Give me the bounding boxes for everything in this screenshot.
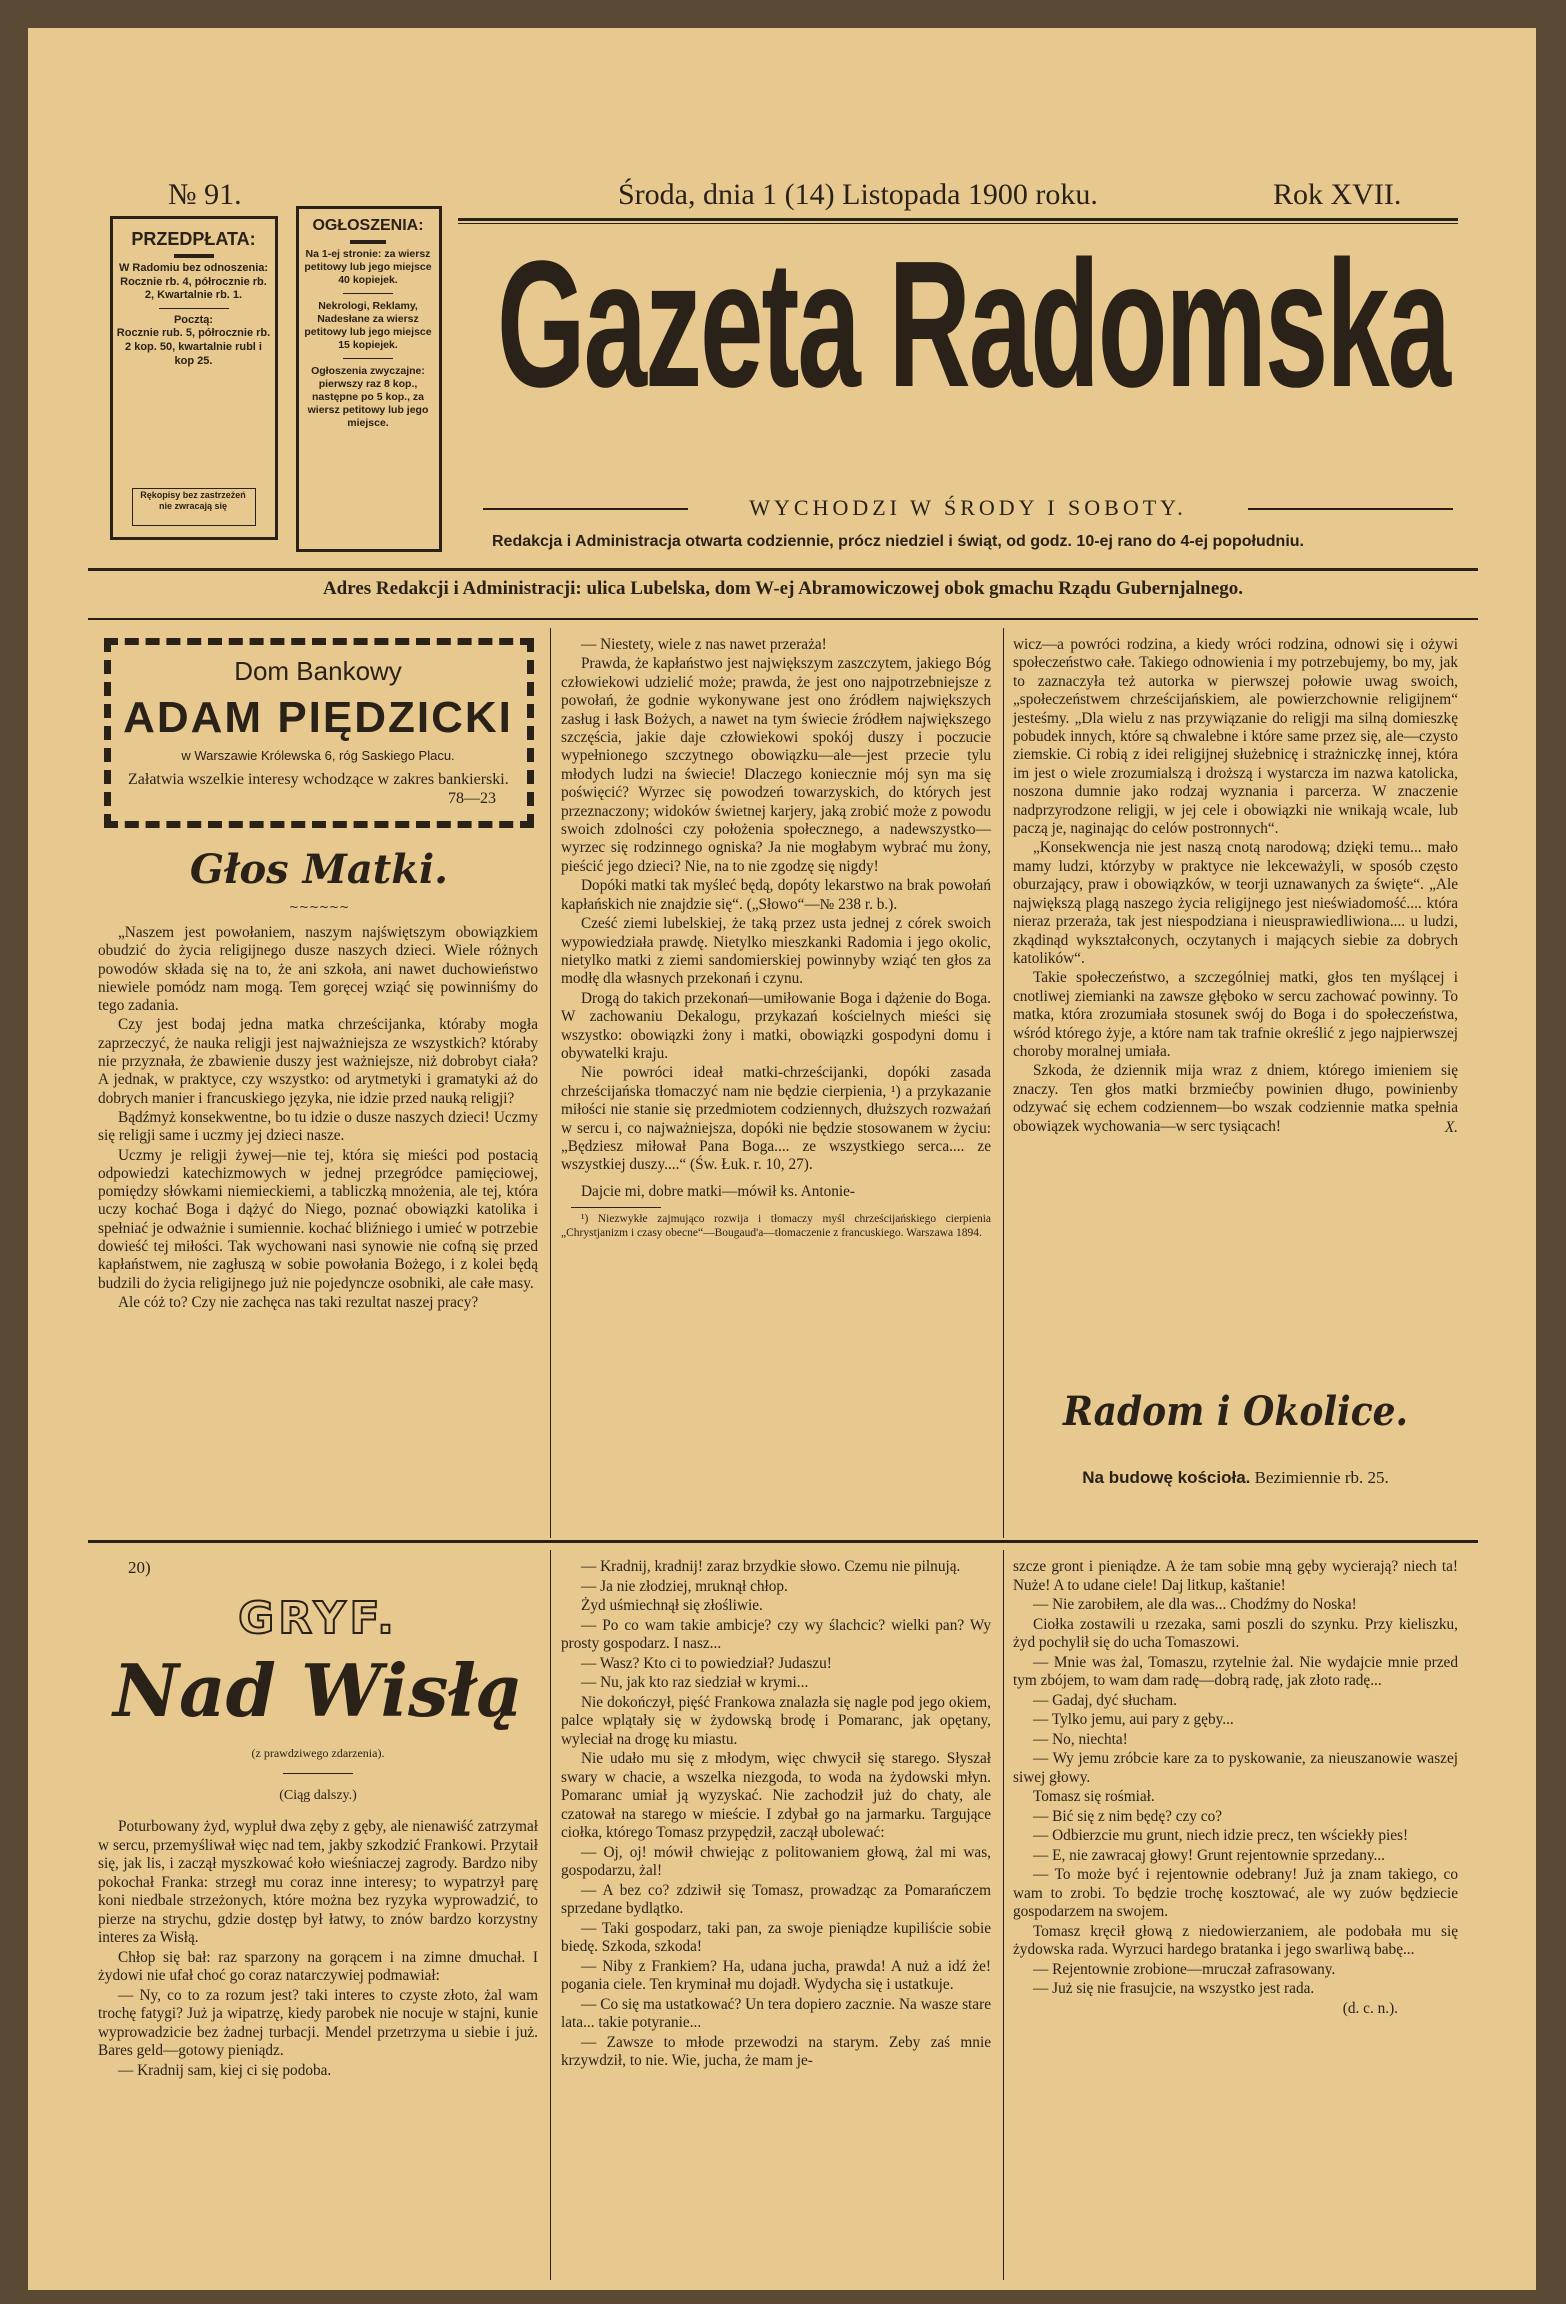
paragraph: — Nie zarobiłem, ale dla was... Chodźmy do Noska!: [1033, 1596, 1357, 1613]
paragraph: wicz—a powróci rodzina, a kiedy wróci rodzina, odnowi się i ożywi społeczeństwo całe. Takiego odnowienia i my potrzebujemy, bo my, jak to zaznaczyła też autorka w pierwszej połowie uwag swoich, „społeczeństwem chrześcijańskiem, ale powierzchownie religijnem“ jesteśmy. „Dla wielu z nas przywiązanie do religji ma silną domieszkę pobudek innych, które są chwalebne i które same przez się, ale—czysto ziemskie. Ci robią z idei religijnej służebnicę i strażniczkę innej, która im jest o wiele zrozumialszą i droższą i wystarcza im nazwa katolicka, noszona dumnie jako rodzaj wyznania i parcerza. W znaczenie nadprzyrodzone religji, w jej cele i obowiązki nie wnikają wcale, lub paczą je, naginając do celów postronnych“.: [1013, 636, 1458, 838]
ads-box-content: [302, 216, 434, 430]
paragraph: — Tylko jemu, aui pary z gęby...: [1033, 1711, 1234, 1728]
divider: [343, 293, 393, 294]
paragraph: Ciołka zostawili u rzezaka, sami poszli do szynku. Przy kieliszku, żyd pochylił się do ucha Tomaszowi.: [1013, 1615, 1458, 1651]
serial-author: GRYF.: [238, 1593, 398, 1644]
divider: [174, 254, 214, 258]
serial-col-2: [561, 1558, 991, 2072]
paragraph: — Wy jemu zróbcie kare za to pyskowanie, za nieuszanowie waszej siwej głowy.: [1013, 1750, 1458, 1786]
column-rule: [550, 1550, 551, 2280]
serial-installment: 20): [128, 1558, 151, 1577]
bank-ad-code: 78—23: [448, 790, 496, 807]
local-news-item-text: Bezimiennie rb. 25.: [1254, 1468, 1389, 1487]
masthead-tagline: WYCHODZI W ŚRODY I SOBOTY.: [749, 495, 1187, 520]
serial-title: Nad Wisłą: [113, 1648, 523, 1733]
to-be-continued: (d. c. n.).: [1342, 1999, 1398, 2017]
paragraph: Nie dokończył, pięść Frankowa znalazła się nagle pod jego okiem, palce wplątały się w żydowską brodę i Pomaranc, jak opętany, wyleciał na drogę ku miastu.: [561, 1693, 991, 1748]
paragraph: Bądźmyż konsekwentne, bo tu idzie o dusze naszych dzieci! Uczmy się religji same i uczmy jej dzieci nasze.: [98, 1108, 538, 1145]
paragraph: — Niby z Frankiem? Ha, udana jucha, prawda! A nuż a idź że! pogania ciele. Ten kryminał mu dojadł. Wydycha się i ustatkuje.: [561, 1957, 991, 1993]
paragraph: — Niestety, wiele z nas nawet przeraża!: [581, 636, 827, 653]
manuscripts-note: Rękopisy bez zastrzeżeń nie zwracają się: [140, 490, 246, 511]
issue-year: Rok XVII.: [1273, 178, 1402, 211]
office-hours: Redakcja i Administracja otwarta codziennie, prócz niedziel i świąt, od godz. 10-ej rano do 4-ej popołudniu.: [492, 533, 1304, 550]
paragraph: — Taki gospodarz, taki pan, za swoje pieniądze kupiliście sobie biedę. Szkoda, szkoda!: [561, 1919, 991, 1955]
paragraph: Drogą do takich przekonań—umiłowanie Boga i dążenie do Boga. W zachowaniu Dekalogu, przykazań kościelnych mieści się wszystko: obowiązki żony i matki, obowiązki gospodyni domu i obywatelki kraju.: [561, 989, 991, 1062]
masthead-title: Gazeta Radomska: [496, 224, 1450, 426]
article-col-2: [561, 636, 991, 1240]
subscription-box-content: [116, 228, 271, 368]
paragraph: szcze gront i pieniądze. A że tam sobie mną gęby wycierają? niech ta! Nuże! A to udane ciele! Daj litkup, kaštanie!: [1013, 1558, 1458, 1594]
column-rule: [1003, 628, 1004, 1538]
paragraph: — Ja nie złodziej, mruknął chłop.: [581, 1577, 788, 1595]
subscription-post-rates: Rocznie rub. 5, półrocznie rb. 2 kop. 50, kwartalnie rubl i kop 25.: [116, 327, 271, 367]
paragraph: Tomasz się rośmiał.: [1033, 1788, 1155, 1805]
masthead-rule-left: [483, 508, 688, 510]
paragraph: — Gadaj, dyć słucham.: [1033, 1691, 1178, 1709]
paragraph: Tomasz kręcił głową z niedowierzaniem, ale podobała mu się żydowska rada. Wyrzuci hardego bratanka i jego swarliwą babę...: [1013, 1922, 1458, 1958]
paragraph: — Nu, jak kto raz siedział w krymi...: [581, 1674, 809, 1691]
paragraph: Chłop się bał: raz sparzony na gorącem i na zimne dmuchał. I żydowi nie ufał choć go coraz natarczywiej podmawiał:: [98, 1948, 538, 1984]
serial-col-1: [98, 1818, 538, 2081]
paragraph: — Po co wam takie ambicje? czy wy ślachcic? wielki pan? Wy prosty gospodarz. I nasz...: [561, 1616, 991, 1652]
bank-ad-address: w Warszawie Królewska 6, róg Saskiego Placu.: [181, 748, 455, 763]
column-rule: [1003, 1550, 1004, 2280]
paragraph: Dajcie mi, dobre matki—mówił ks. Antonie-: [581, 1182, 856, 1200]
serial-col-3: [1013, 1558, 1458, 2018]
serial-subtitle: (z prawdziwego zdarzenia).: [251, 1746, 385, 1760]
article-ornament: ~~~~~~: [288, 900, 350, 914]
newspaper-page: [28, 28, 1536, 2290]
paragraph: — Co się ma ustatkować? Un tera dopiero zacznie. Na wasze stare lata... takie potyranie...: [561, 1995, 991, 2031]
ads-regular: pierwszy raz 8 kop., następne po 5 kop., za wiersz petitowy lub jego miejsce.: [307, 378, 429, 429]
header-rule-2: [88, 618, 1478, 620]
subscription-local-head: W Radomiu bez odnoszenia:: [118, 262, 269, 274]
serial-continued: (Ciąg dalszy.): [279, 1788, 357, 1803]
divider: [159, 308, 229, 309]
column-rule: [550, 628, 551, 1538]
footnote-rule: [571, 1207, 661, 1208]
paragraph: Takie społeczeństwo, a szczególniej matki, głos ten myślącej i cnotliwej ziemianki na zawsze głęboko w sercu zachować powinny. To matka, która zrozumiała stosunek swój do Boga i do społeczeństwa, wśród którego żyje, a które nam tak trafnie określić z jego najpierwszej choroby moralnej umiała.: [1013, 969, 1458, 1060]
ads-obits: Nekrologi, Reklamy, Nadesłane za wiersz petitowy lub jego miejsce 15 kopiejek.: [304, 300, 432, 351]
divider: [350, 240, 386, 244]
paragraph: — To może być i rejentownie odebrany! Już ja znam takiego, co wam to zrobi. To będzie trochę kosztować, ale wy zuów będziecie gospodarzem na swojem.: [1013, 1866, 1458, 1920]
paragraph: Nie udało mu się z młodym, więc chwycił się starego. Słyszał swary w chacie, a wszelka niezgoda, to woda na żydowski młyn. Pomaranc umiał ją wyzyskać. Nie zachodził już do chaty, ale czatował na starego w mieście. I zdybał go na jarmarku. Targujące ciołka, którego Tomasz przypędził, zaczął ubolewać:: [561, 1750, 991, 1841]
paragraph: „Naszem jest powołaniem, naszym najświętszym obowiązkiem obudzić do życia religijnego dusze naszych dzieci. Wiele różnych powodów składa się na to, że ani szkoła, ani nawet duchowieństwo niewiele pomódz nam mogą. Tem goręcej wziąć się powinniśmy do tego zadania.: [98, 924, 538, 1015]
ads-title: OGŁOSZENIA:: [312, 217, 424, 234]
header-rule-1: [88, 568, 1478, 571]
local-news-item: [1013, 1468, 1458, 1488]
office-address: Adres Redakcji i Administracji: ulica Lubelska, dom W-ej Abramowiczowej obok gmachu Rządu Gubernjalnego.: [322, 578, 1244, 599]
paragraph: — Wasz? Kto ci to powiedział? Judaszu!: [581, 1654, 832, 1672]
paragraph: — A bez co? zdziwił się Tomasz, prowadząc za Pomarańczem sprzedane bydlątko.: [561, 1881, 991, 1917]
issue-date: Środa, dnia 1 (14) Listopada 1900 roku.: [618, 178, 1098, 211]
paragraph: Uczmy je religji żywej—nie tej, która się mieści pod postacią odpowiedzi katechizmowych w jednej przegródce pamięciowej, pomiędzy słówkami niemieckiemi, a tabliczką mnożenia, ale tej, która uczy kochać Boga i dążyć do Niego, poznać obowiązki katolika i spełniać je odważnie i sumiennie. kochać bliźniego i umieć w potrzebie dowieść tej miłości. Tak wychowani nasi synowie nie cofną się przed kapłaństwem, nie zagłuszą w sobie powołania Bożego, i z kolei będą budzili do życia religijnego już nie pojedyncze osobniki, ale całe masy.: [98, 1146, 538, 1292]
paragraph: — Oj, oj! mówił chwiejąc z politowaniem głową, żal mi was, gospodarzu, żal!: [561, 1843, 991, 1879]
paragraph: — Odbierzcie mu grunt, niech idzie precz, ten wściekły pies!: [1033, 1827, 1409, 1844]
paragraph: — Ny, co to za rozum jest? taki interes to czyste złoto, żal wam trochę fatygi? Już ja wipatrzę, kiedy parobek nie nocuje w stajni, kunie wyprowadzicie bez żadnej turbacji. Mendel przetrzyma u siebie i już. Bares geld—gotowy pieniądz.: [98, 1986, 538, 2059]
article-col-1: [98, 924, 538, 1313]
paragraph: — Bić się z nim będę? czy co?: [1033, 1807, 1223, 1825]
bank-ad-name: ADAM PIĘDZICKI: [123, 693, 513, 742]
article-col-3: [1013, 636, 1458, 1137]
paragraph: — Zawsze to młode przewodzi na starym. Zeby zaś mnie krzywdził, to nie. Wie, jucha, że mam je-: [561, 2033, 991, 2069]
subscription-local-rates: Rocznie rb. 4, półrocznie rb. 2, Kwartalnie rb. 1.: [120, 275, 267, 302]
issue-number: № 91.: [168, 178, 242, 211]
subscription-post-head: Pocztą:: [173, 313, 214, 326]
paragraph: — No, niechta!: [1033, 1730, 1128, 1748]
paragraph: „Konsekwencja nie jest naszą cnotą narodową; dzięki temu... mało mamy ludzi, którzyby w praktyce nie lekceważyli, w sposób często oburzający, praw i obowiązków, w teorji uznawanych za święte“. „Ale największą plagą naszego życia religijnego jest nieświadomość.... która nieraz przeraża, tak jest niespodziana i nieusprawiedliwiona.... u ludzi, zkądinąd wykształconych, oczytanych i mających siebie za dobrych katolików“.: [1013, 839, 1458, 967]
bank-ad-services: Załatwia wszelkie interesy wchodzące w zakres bankierski.: [128, 771, 509, 788]
divider: [343, 358, 393, 359]
paragraph: — Kradnij sam, kiej ci się podoba.: [118, 2061, 332, 2079]
footnote: ¹) Niezwykłe zajmująco rozwija i tłomaczy myśl chrześcijańskiego cierpienia „Chrystjanizm i czasy obecne“—Bougaud'a—tłomaczenie z francuskiego. Warszawa 1894.: [561, 1213, 991, 1240]
local-news-item-heading: Na budowę kościoła.: [1082, 1468, 1251, 1487]
bank-ad-line1: Dom Bankowy: [234, 656, 402, 686]
article-title: Głos Matki.: [189, 846, 449, 893]
ads-regular-head: Ogłoszenia zwyczajne:: [311, 365, 425, 377]
local-news-title: Radom i Okolice.: [1062, 1388, 1409, 1435]
paragraph: Czy jest bodaj jedna matka chrześcijanka, któraby mogła zaprzeczyć, że nauka religji jest najważniejsza ze wszystkich? któraby nie przyznała, że zbawienie duszy jest ważniejsze, niż dobrobyt ciała? A jednak, w praktyce, czy wszystko: od arytmetyki i gramatyki aż do dobrych manier i francuskiego języka, nie idzie przed nauką religji?: [98, 1016, 538, 1107]
paragraph: Żyd uśmiechnął się złośliwie.: [581, 1597, 763, 1614]
paragraph: Poturbowany żyd, wypluł dwa zęby z gęby, ale nienawiść zatrzymał w sercu, przemyśliwał więc nad tem, jakby szkodzić Frankowi. Przytaił się, jak lis, i zaczął myszkować koło wieśniaczej zagrody. Bardzo niby pokochał Franka: strzegł mu coraz inne interesy; to wypatrzył parę koni niedbale strzeżonych, które można bez ryzyka wyprowadzić, to pierze na strychu, gdzie dostęp był łatwy, to znów bardzo korzystny interes za Wisłą.: [98, 1818, 538, 1946]
paragraph: — Już się nie frasujcie, na wszystko jest rada.: [1033, 1980, 1315, 1997]
paragraph: Prawda, że kapłaństwo jest największym zaszczytem, jakiego Bóg człowiekowi udzielić może; prawda, że jest ono najpotrzebniejsze z powołań, że godnie wykonywane jest ono źródłem największych zasług i łask Bożych, a nawet na tym świecie źródłem największego szczęścia, jakie daje człowiekowi spokój duszy i poczucie wypełnionego szczytnego obowiązku—ale—jest przecie tylu młodych ludzi na świecie! Dlaczego koniecznie mój syn ma się poświęcić? Wyrzec się powodzeń towarzyskich, do których jest przeznaczony; widoków świetnej karjery, jaką zrobić może z powodu swoich zdolności czy położenia społecznego, a nadewszystko—wyrzec się rodzinnego ogniska? Ja nie mogłabym wybrać mu żony, pieścić jego dzieci? Nie, na to nie zgodzę się nigdy!: [561, 655, 991, 875]
paragraph: Szkoda, że dziennik mija wraz z dniem, którego imieniem się znaczy. Ten głos matki brzmiećby powinien długo, powinienby odzywać się echem codziennem—bo wszak codziennie matka spełnia obowiązek wychowania—w serc tysiącach!: [1013, 1062, 1458, 1135]
paragraph: — Mnie was żal, Tomaszu, rzytelnie żal. Nie wydajcie mnie przed tym zbójem, to wam dam radę—dobrą radę, jak złoto radę...: [1013, 1653, 1458, 1689]
subscription-title: PRZEDPŁATA:: [131, 229, 256, 249]
paragraph: Dopóki matki tak myśleć będą, dopóty lekarstwo na brak powołań kapłańskich nie znajdzie się“. („Słowo“—№ 238 r. b.).: [561, 877, 991, 913]
masthead-rule-right: [1248, 508, 1453, 510]
paragraph: — Kradnij, kradnij! zaraz brzydkie słowo. Czemu nie pilnują.: [581, 1558, 961, 1575]
serial-ornament: [283, 1773, 353, 1774]
paragraph: — Rejentownie zrobione—mruczał zafrasowany.: [1033, 1960, 1336, 1978]
section-rule: [88, 1540, 1478, 1543]
paragraph: Cześć ziemi lubelskiej, że taką przez usta jednej z córek swoich wypowiedziała prawdę. Nietylko mieszkanki Radomia i jego okolic, nietylko matki z ziemi sandomierskiej powinnyby wziąć ten głos za modłę dla własnych przekonań i czynu.: [561, 915, 991, 988]
paragraph: Ale cóż to? Czy nie zachęca nas taki rezultat naszej pracy?: [118, 1293, 479, 1311]
signature: X.: [1444, 1118, 1458, 1136]
paragraph: Nie powróci ideał matki-chrześcijanki, dopóki zasada chrześcijańska tłomaczyć nam nie będzie cierpienia, ¹) a przykazanie miłości nie stanie się przedmiotem codziennych, dłuższych rozważań w sercu i, co najważniejsza, dopóki nie będzie stosowanem w życiu: „Będziesz miłował Pana Boga.... ze wszystkiego serca.... ze wszystkiej duszy....“ (Św. Łuk. r. 10, 27).: [561, 1064, 991, 1174]
paragraph: — E, nie zawracaj głowy! Grunt rejentownie sprzedany...: [1033, 1846, 1385, 1864]
ads-front-page: Na 1-ej stronie: za wiersz petitowy lub jego miejsce 40 kopiejek.: [304, 248, 432, 286]
